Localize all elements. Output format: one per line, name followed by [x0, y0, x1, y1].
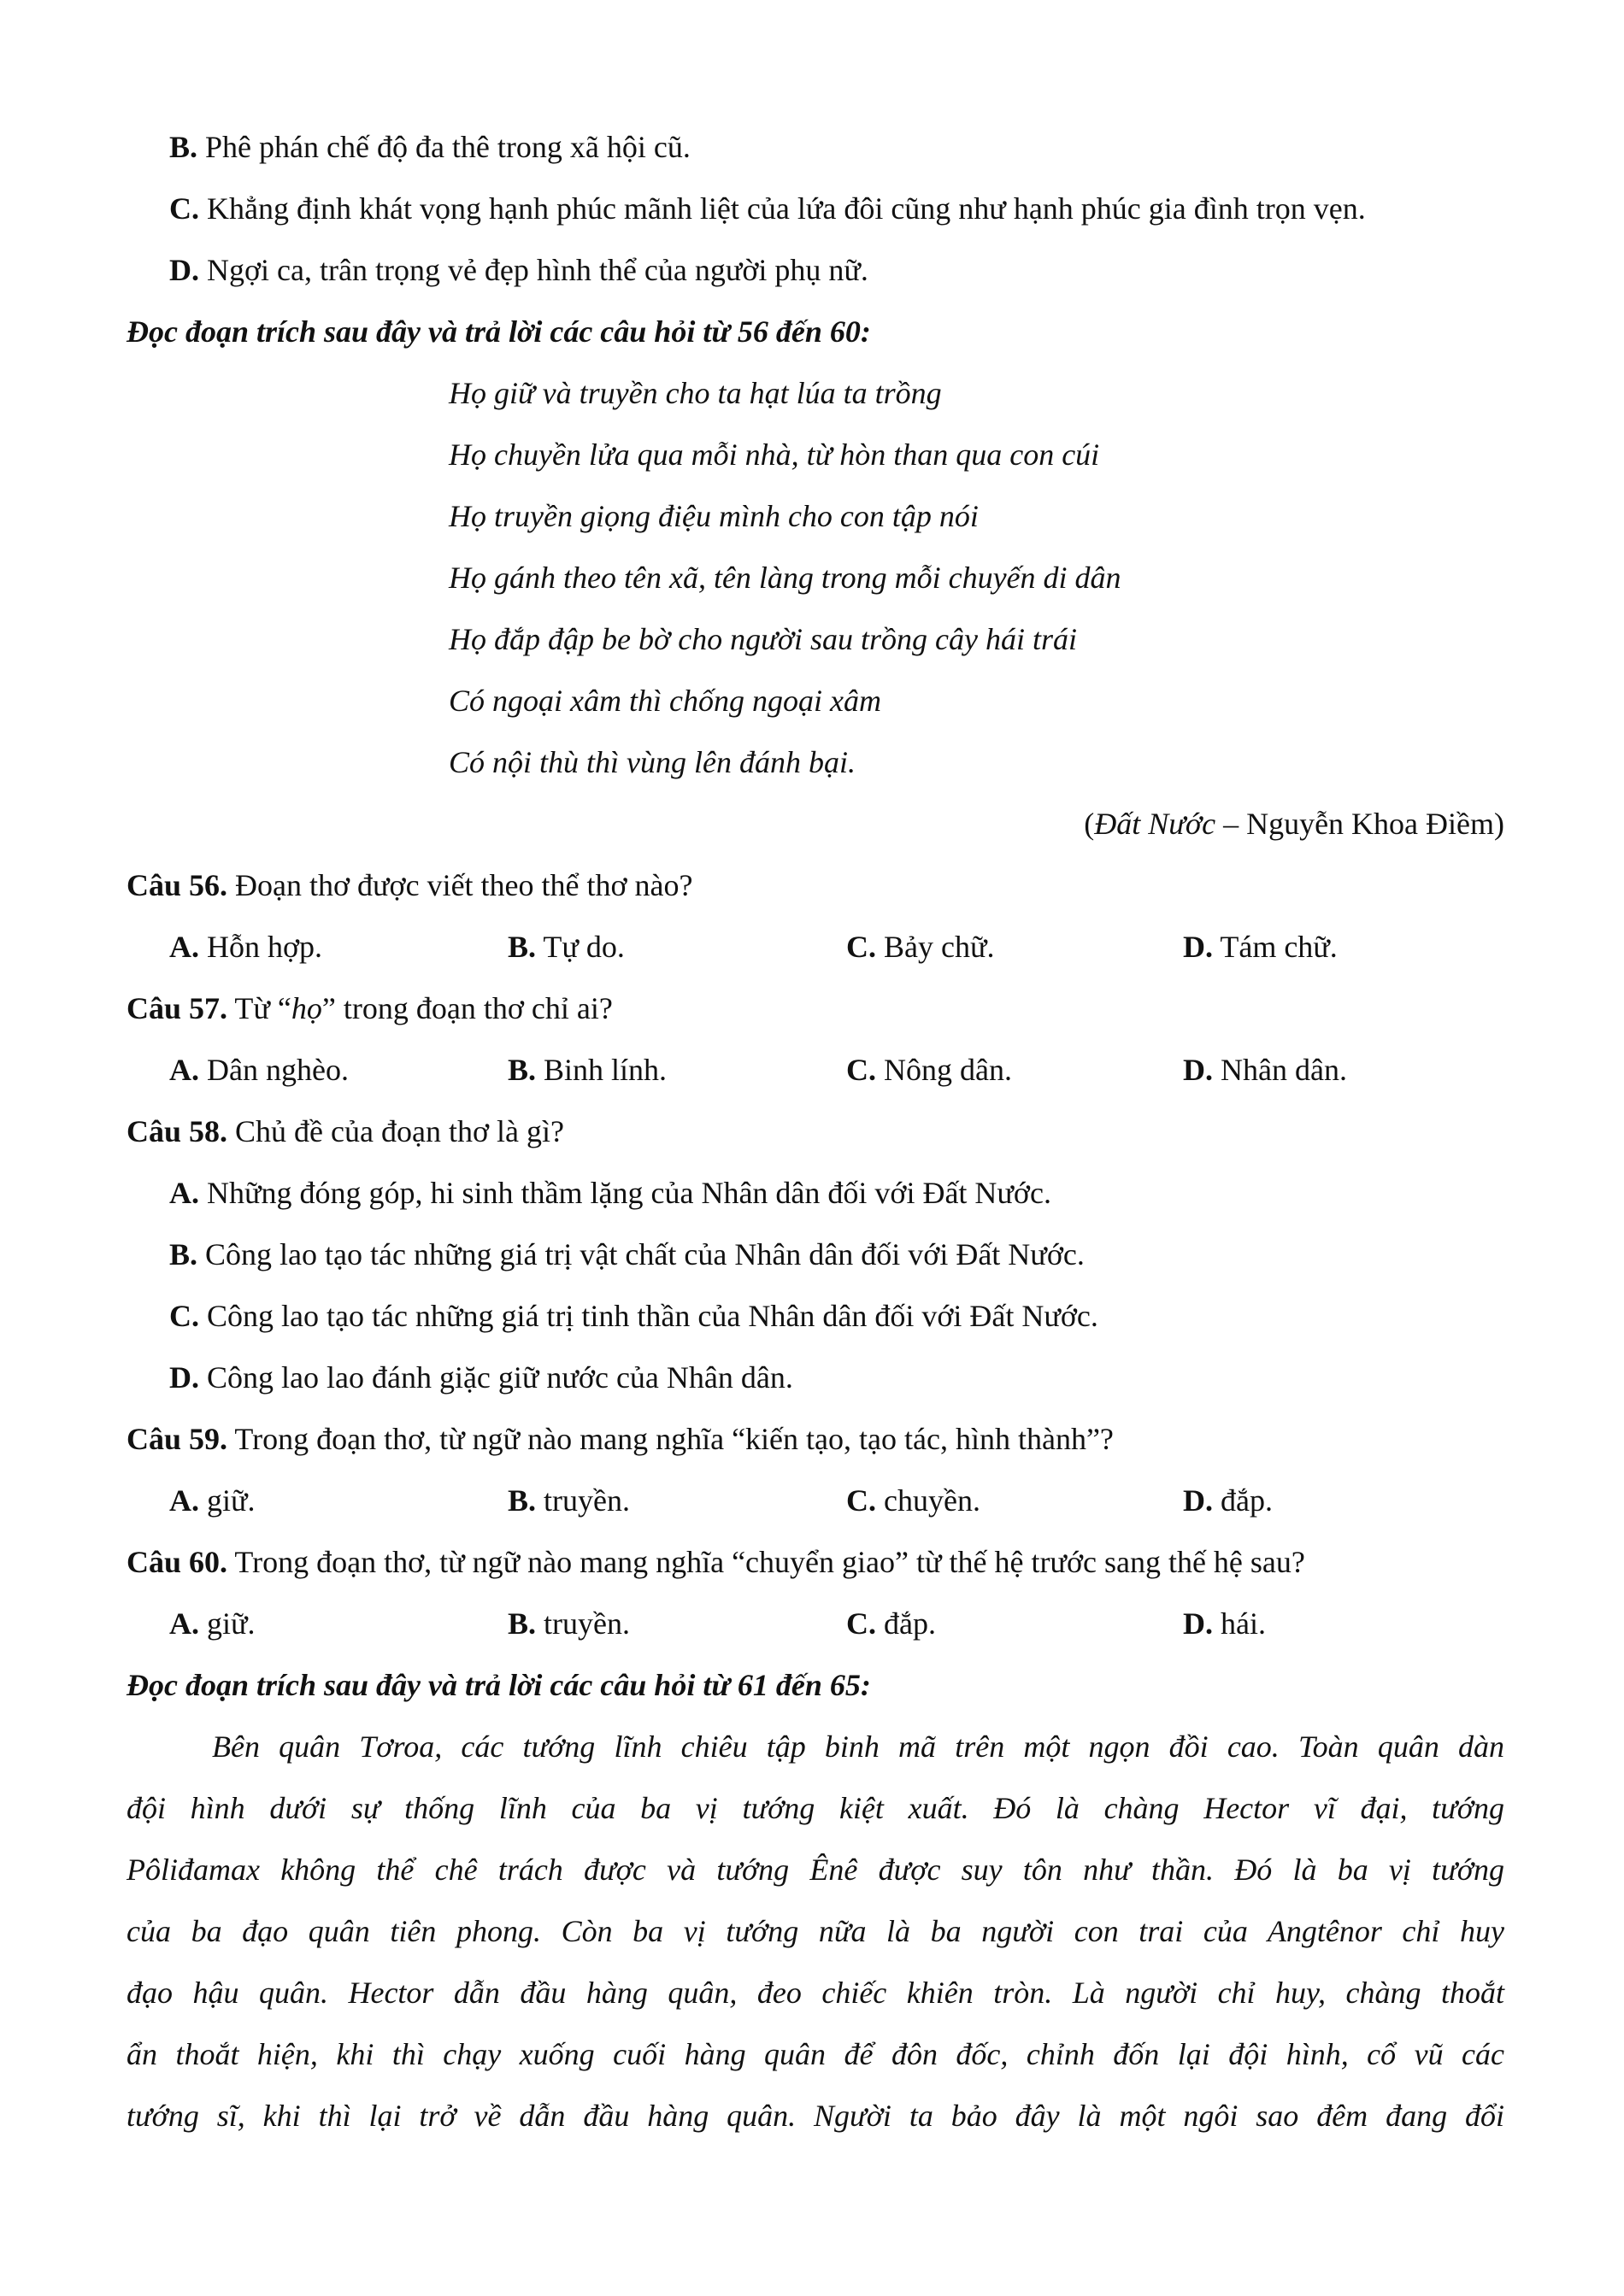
source-open: ( [1084, 807, 1095, 841]
question-text: Trong đoạn thơ, từ ngữ nào mang nghĩa “chuyển giao” từ thế hệ trước sang thế hệ sau? [227, 1545, 1305, 1579]
prose-line: ẩn thoắt hiện, khi thì chạy xuống cuối hàng quân để đôn đốc, chỉnh đốn lại đội hình, cổ vũ các [127, 2037, 1504, 2071]
poem-line: Họ chuyền lửa qua mỗi nhà, từ hòn than qua con cúi [449, 437, 1100, 472]
question-label: Câu 59. [127, 1422, 228, 1456]
source-author: – Nguyễn Khoa Điềm) [1215, 807, 1504, 841]
question-text: Trong đoạn thơ, từ ngữ nào mang nghĩa “kiến tạo, tạo tác, hình thành”? [227, 1422, 1114, 1456]
option-letter: B. [169, 130, 198, 164]
question-58 [127, 1116, 564, 1147]
option-a: A. giữ. [169, 1483, 256, 1518]
option-a: A. Hỗn hợp. [169, 930, 323, 964]
option-a: A. giữ. [169, 1606, 256, 1641]
question-56 [127, 870, 693, 901]
question-label: Câu 58. [127, 1114, 228, 1148]
prose-line: của ba đạo quân tiên phong. Còn ba vị tướng nữa là ba người con trai của Angtênor chỉ huy [127, 1914, 1504, 1948]
question-text-before: Từ “ [227, 991, 291, 1025]
option-d: D. Công lao lao đánh giặc giữ nước của Nhân dân. [169, 1360, 793, 1395]
prose-line: đạo hậu quân. Hector dẫn đầu hàng quân, đeo chiếc khiên tròn. Là người chỉ huy, chàng thoắt [127, 1976, 1504, 2010]
prose-line: tướng sĩ, khi thì lại trở về dẫn đầu hàng quân. Người ta bảo đây là một ngôi sao đêm đang đổi [127, 2099, 1504, 2133]
option-d: D. Tám chữ. [1183, 930, 1338, 964]
option-d: D. hái. [1183, 1606, 1266, 1641]
option-b: B. Tự do. [508, 930, 625, 964]
option-b: B. truyền. [508, 1606, 630, 1641]
option-d: D. đắp. [1183, 1483, 1273, 1518]
poem-source [1084, 808, 1504, 839]
poem-line: Có ngoại xâm thì chống ngoại xâm [449, 684, 881, 718]
question-60 [127, 1547, 1305, 1577]
option-c: C. Nông dân. [846, 1053, 1012, 1087]
question-label: Câu 57. [127, 991, 228, 1025]
question-label: Câu 60. [127, 1545, 228, 1579]
poem-line: Có nội thù thì vùng lên đánh bại. [449, 745, 856, 779]
option-text: Phê phán chế độ đa thê trong xã hội cũ. [197, 130, 691, 164]
section-heading-61-65: Đọc đoạn trích sau đây và trả lời các câu hỏi từ 61 đến 65: [127, 1668, 871, 1702]
option-d: D. Nhân dân. [1183, 1053, 1347, 1087]
option-text: Ngợi ca, trân trọng vẻ đẹp hình thể của người phụ nữ. [199, 253, 868, 287]
option-letter: C. [169, 191, 199, 226]
question-text-italic: họ [291, 991, 322, 1025]
option-c: C. Công lao tạo tác những giá trị tinh thần của Nhân dân đối với Đất Nước. [169, 1299, 1098, 1333]
question-59 [127, 1424, 1114, 1454]
poem-line: Họ đắp đập be bờ cho người sau trồng cây hái trái [449, 622, 1078, 656]
question-text: Chủ đề của đoạn thơ là gì? [227, 1114, 564, 1148]
option-c-prev [169, 193, 1366, 224]
prose-line: Pôliđamax không thể chê trách được và tướng Ênê được suy tôn như thần. Đó là ba vị tướng [127, 1853, 1504, 1887]
question-text-after: ” trong đoạn thơ chỉ ai? [321, 991, 613, 1025]
option-a: A. Những đóng góp, hi sinh thầm lặng của Nhân dân đối với Đất Nước. [169, 1176, 1051, 1210]
option-c: C. Bảy chữ. [846, 930, 995, 964]
option-c: C. chuyền. [846, 1483, 980, 1518]
option-letter: D. [169, 253, 199, 287]
prose-line: đội hình dưới sự thống lĩnh của ba vị tướng kiệt xuất. Đó là chàng Hector vĩ đại, tướng [127, 1791, 1504, 1825]
option-c: C. đắp. [846, 1606, 936, 1641]
option-text: Khẳng định khát vọng hạnh phúc mãnh liệt của lứa đôi cũng như hạnh phúc gia đình trọn vẹn. [199, 191, 1366, 226]
question-label: Câu 56. [127, 868, 228, 902]
section-heading-56-60: Đọc đoạn trích sau đây và trả lời các câu hỏi từ 56 đến 60: [127, 314, 871, 349]
option-b: B. truyền. [508, 1483, 630, 1518]
option-a: A. Dân nghèo. [169, 1053, 349, 1087]
prose-line: Bên quân Tơroa, các tướng lĩnh chiêu tập binh mã trên một ngọn đồi cao. Toàn quân dàn [212, 1729, 1504, 1764]
poem-line: Họ truyền giọng điệu mình cho con tập nói [449, 499, 979, 533]
option-d-prev [169, 255, 868, 285]
option-b: B. Công lao tạo tác những giá trị vật chất của Nhân dân đối với Đất Nước. [169, 1237, 1085, 1271]
poem-line: Họ gánh theo tên xã, tên làng trong mỗi chuyến di dân [449, 561, 1121, 595]
question-57 [127, 993, 613, 1024]
option-b-prev [169, 132, 691, 162]
source-title: Đất Nước [1094, 807, 1216, 841]
question-text: Đoạn thơ được viết theo thể thơ nào? [227, 868, 693, 902]
option-b: B. Binh lính. [508, 1053, 668, 1087]
poem-line: Họ giữ và truyền cho ta hạt lúa ta trồng [449, 376, 942, 410]
